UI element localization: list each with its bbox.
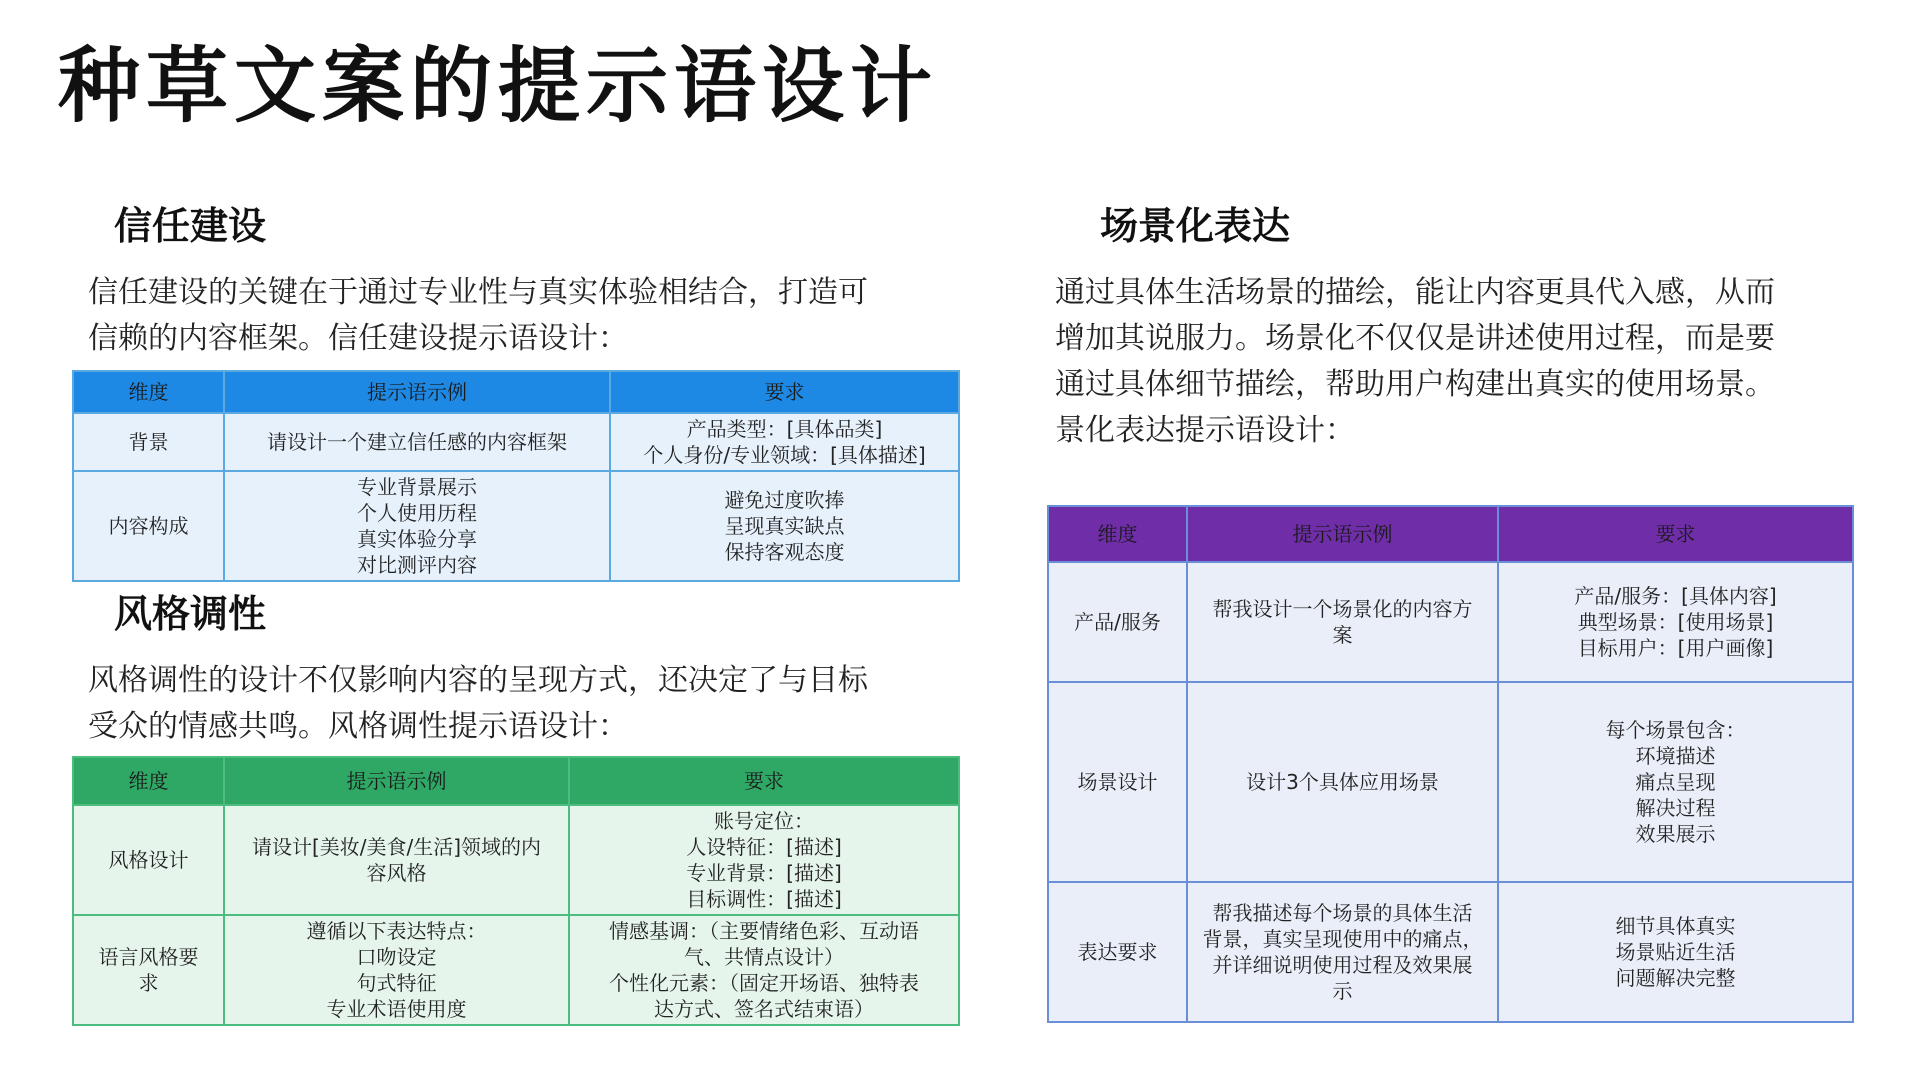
cell-line: 请设计[美妆/美食/生活]领域的内 [251,835,542,859]
trust-body-line: 信任建设的关键在于通过专业性与真实体验相结合，打造可 [88,275,868,310]
cell-line: 风格设计 [108,848,189,872]
scene-body-line: 通过具体细节描绘，帮助用户构建出真实的使用场景。 [1055,367,1775,402]
example-cell [224,413,610,471]
scene-body-line: 景化表达提示语设计： [1055,413,1355,448]
cell-line: 专业背景展示 [357,475,477,499]
cell-line: 句式特征 [356,971,437,995]
cell-line: 痛点呈现 [1635,770,1716,794]
cell-line: 请设计一个建立信任感的内容框架 [267,430,567,454]
scene-table [1047,505,1854,1023]
trust-heading: 信任建设 [114,204,267,248]
example-cell [1187,882,1498,1022]
dimension-cell [1048,682,1187,882]
requirement-cell [1498,562,1853,682]
example-cell [224,805,569,915]
cell-line: 目标用户：[用户画像] [1577,636,1774,660]
scene-body [1055,270,1775,454]
cell-line: 气、共情点设计） [684,945,844,969]
cell-line: 背景 [128,430,169,454]
table-row [73,805,959,915]
style-heading: 风格调性 [114,592,267,636]
cell-line: 呈现真实缺点 [724,514,845,538]
scene-heading: 场景化表达 [1100,204,1291,248]
requirement-cell [1498,682,1853,882]
cell-line: 避免过度吹捧 [724,488,845,512]
cell-line: 产品/服务：[具体内容] [1574,584,1777,608]
column-header-dimension: 维度 [1048,506,1187,562]
cell-line: 设计3个具体应用场景 [1246,770,1439,794]
example-cell [224,915,569,1025]
cell-line: 场景贴近生活 [1615,940,1736,964]
table-row [73,915,959,1025]
cell-line: 产品类型：[具体品类] [686,417,883,441]
cell-line: 专业术语使用度 [326,997,467,1021]
cell-line: 示 [1332,979,1353,1003]
cell-line: 专业背景：[描述] [686,861,842,885]
cell-line: 并详细说明使用过程及效果展 [1212,953,1473,977]
cell-line: 案 [1332,623,1353,647]
style-body [88,658,868,750]
cell-line: 细节具体真实 [1615,914,1736,938]
cell-line: 语言风格要 [98,945,199,969]
requirement-cell [610,471,959,581]
cell-line: 人设特征：[描述] [686,835,842,859]
cell-line: 保持客观态度 [724,540,845,564]
cell-line: 遵循以下表达特点： [306,919,487,943]
cell-line: 问题解决完整 [1615,966,1736,990]
cell-line: 帮我描述每个场景的具体生活 [1212,901,1473,925]
cell-line: 环境描述 [1635,744,1716,768]
scene-body-line: 增加其说服力。场景化不仅仅是讲述使用过程，而是要 [1055,321,1775,356]
table-header-row [1048,506,1853,562]
cell-line: 个人身份/专业领域：[具体描述] [643,443,926,467]
column-header-example: 提示语示例 [224,757,569,805]
dimension-cell [73,471,224,581]
column-header-dimension: 维度 [73,371,224,413]
cell-line: 背景，真实呈现使用中的痛点， [1202,927,1483,951]
table-row [73,471,959,581]
style-table [72,756,960,1026]
column-header-dimension: 维度 [73,757,224,805]
cell-line: 个人使用历程 [357,501,477,525]
example-cell [224,471,610,581]
trust-table [72,370,960,582]
table-header-row [73,757,959,805]
cell-line: 对比测评内容 [357,553,477,577]
cell-line: 内容构成 [108,514,189,538]
cell-line: 效果展示 [1635,822,1716,846]
requirement-cell [569,805,959,915]
cell-line: 口吻设定 [356,945,437,969]
column-header-example: 提示语示例 [224,371,610,413]
cell-line: 表达要求 [1077,940,1158,964]
scene-body-line: 通过具体生活场景的描绘，能让内容更具代入感，从而 [1055,275,1775,310]
table-row [1048,562,1853,682]
cell-line: 真实体验分享 [357,527,477,551]
requirement-cell [1498,882,1853,1022]
table-row [1048,682,1853,882]
dimension-cell [73,915,224,1025]
cell-line: 情感基调：（主要情绪色彩、互动语 [609,919,919,943]
dimension-cell [1048,562,1187,682]
cell-line: 账号定位： [714,809,814,833]
cell-line: 场景设计 [1077,770,1158,794]
table-row [1048,882,1853,1022]
cell-line: 每个场景包含： [1605,718,1746,742]
dimension-cell [1048,882,1187,1022]
cell-line: 容风格 [366,861,427,885]
style-body-line: 风格调性的设计不仅影响内容的呈现方式，还决定了与目标 [88,663,868,698]
cell-line: 达方式、签名式结束语） [654,997,874,1021]
column-header-requirement: 要求 [610,371,959,413]
cell-line: 产品/服务 [1074,610,1161,634]
trust-body-line: 信赖的内容框架。信任建设提示语设计： [88,321,628,356]
dimension-cell [73,805,224,915]
example-cell [1187,562,1498,682]
dimension-cell [73,413,224,471]
column-header-example: 提示语示例 [1187,506,1498,562]
cell-line: 典型场景：[使用场景] [1577,610,1774,634]
column-header-requirement: 要求 [1498,506,1853,562]
cell-line: 求 [138,971,159,995]
example-cell [1187,682,1498,882]
page-title: 种草文案的提示语设计 [58,39,939,134]
trust-body [88,270,868,362]
table-header-row [73,371,959,413]
requirement-cell [610,413,959,471]
requirement-cell [569,915,959,1025]
cell-line: 目标调性：[描述] [686,887,842,911]
style-body-line: 受众的情感共鸣。风格调性提示语设计： [88,709,628,744]
column-header-requirement: 要求 [569,757,959,805]
cell-line: 帮我设计一个场景化的内容方 [1212,597,1473,621]
table-row [73,413,959,471]
cell-line: 解决过程 [1635,796,1716,820]
cell-line: 个性化元素：（固定开场语、独特表 [609,971,919,995]
